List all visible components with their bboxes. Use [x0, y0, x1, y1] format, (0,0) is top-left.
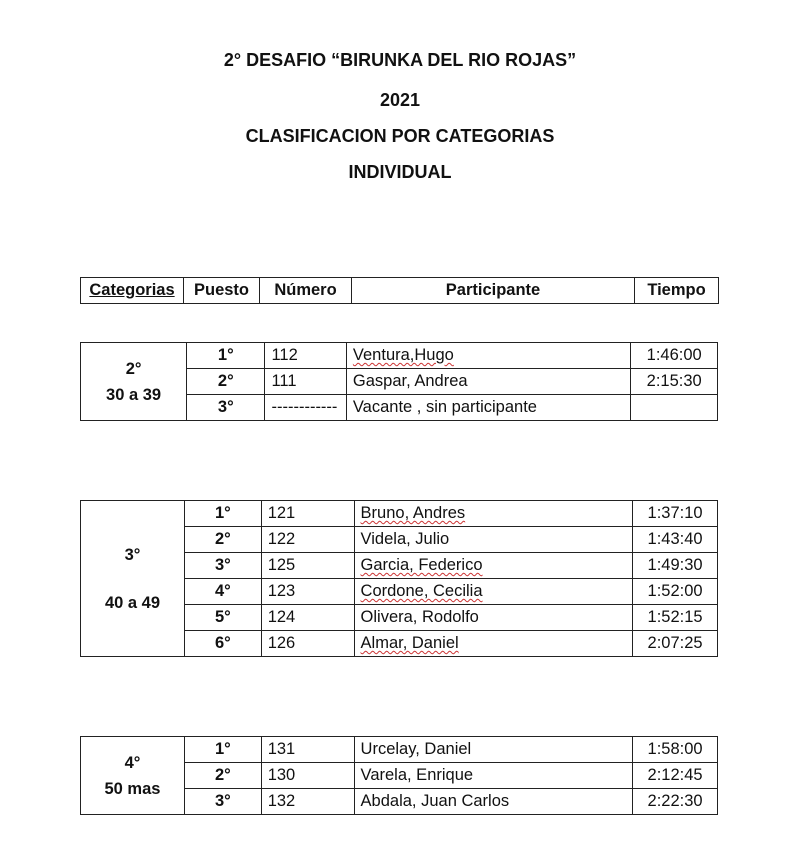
puesto-cell: 2° [187, 369, 265, 395]
puesto-cell: 6° [184, 631, 261, 657]
table-row [81, 501, 718, 527]
numero-cell: 122 [261, 527, 354, 553]
category-number: 4° [124, 753, 141, 772]
participante-cell: Bruno, Andres [354, 501, 633, 527]
numero-cell: 125 [261, 553, 354, 579]
category-number: 3° [124, 545, 141, 564]
col-header-numero: Número [260, 278, 352, 304]
tiempo-cell: 1:52:15 [633, 605, 718, 631]
participante-cell: Gaspar, Andrea [346, 369, 630, 395]
tiempo-cell: 2:12:45 [633, 763, 718, 789]
numero-cell: 121 [261, 501, 354, 527]
category-table-3 [80, 500, 718, 657]
table-row [81, 737, 718, 763]
puesto-cell: 3° [187, 395, 265, 421]
participante-cell: Abdala, Juan Carlos [354, 789, 633, 815]
participante-cell: Ventura,Hugo [346, 343, 630, 369]
numero-cell: 126 [261, 631, 354, 657]
document-mode: INDIVIDUAL [348, 162, 452, 182]
participante-cell: Videla, Julio [354, 527, 633, 553]
participante-cell: Almar, Daniel [354, 631, 633, 657]
numero-cell: 112 [265, 343, 346, 369]
document-year: 2021 [379, 90, 421, 110]
tiempo-cell: 2:15:30 [631, 369, 718, 395]
tiempo-cell [631, 395, 718, 421]
puesto-cell: 1° [184, 737, 261, 763]
col-header-puesto: Puesto [184, 278, 260, 304]
puesto-cell: 1° [184, 501, 261, 527]
puesto-cell: 3° [184, 789, 261, 815]
participante-cell: Vacante , sin participante [346, 395, 630, 421]
puesto-cell: 2° [184, 527, 261, 553]
numero-cell: 111 [265, 369, 346, 395]
col-header-participante: Participante [352, 278, 635, 304]
numero-cell: 130 [261, 763, 354, 789]
col-header-categorias: Categorias [81, 278, 184, 304]
numero-cell: 132 [261, 789, 354, 815]
tiempo-cell: 1:58:00 [633, 737, 718, 763]
participante-cell: Garcia, Federico [354, 553, 633, 579]
puesto-cell: 1° [187, 343, 265, 369]
numero-cell: 123 [261, 579, 354, 605]
puesto-cell: 3° [184, 553, 261, 579]
puesto-cell: 5° [184, 605, 261, 631]
category-table-2 [80, 342, 718, 421]
tiempo-cell: 2:22:30 [633, 789, 718, 815]
puesto-cell: 4° [184, 579, 261, 605]
category-range: 30 a 39 [106, 385, 162, 404]
category-range: 40 a 49 [104, 593, 161, 612]
tiempo-cell: 1:49:30 [633, 553, 718, 579]
tiempo-cell: 1:52:00 [633, 579, 718, 605]
tiempo-cell: 1:37:10 [633, 501, 718, 527]
column-header-table [80, 277, 719, 304]
numero-cell: 124 [261, 605, 354, 631]
category-range: 50 mas [104, 779, 161, 798]
participante-cell: Cordone, Cecilia [354, 579, 633, 605]
col-header-tiempo: Tiempo [635, 278, 719, 304]
participante-cell: Urcelay, Daniel [354, 737, 633, 763]
document-title: 2° DESAFIO “BIRUNKA DEL RIO ROJAS” [223, 50, 577, 70]
numero-cell: ------------ [265, 395, 346, 421]
participante-cell: Varela, Enrique [354, 763, 633, 789]
category-table-4 [80, 736, 718, 815]
column-header-row [81, 278, 719, 304]
tiempo-cell: 1:46:00 [631, 343, 718, 369]
puesto-cell: 2° [184, 763, 261, 789]
category-cell [81, 501, 185, 657]
participante-cell: Olivera, Rodolfo [354, 605, 633, 631]
category-number: 2° [125, 359, 142, 378]
category-cell [81, 737, 185, 815]
category-cell [81, 343, 187, 421]
document-subtitle: CLASIFICACION POR CATEGORIAS [245, 126, 555, 146]
tiempo-cell: 2:07:25 [633, 631, 718, 657]
tiempo-cell: 1:43:40 [633, 527, 718, 553]
table-row [81, 343, 718, 369]
numero-cell: 131 [261, 737, 354, 763]
